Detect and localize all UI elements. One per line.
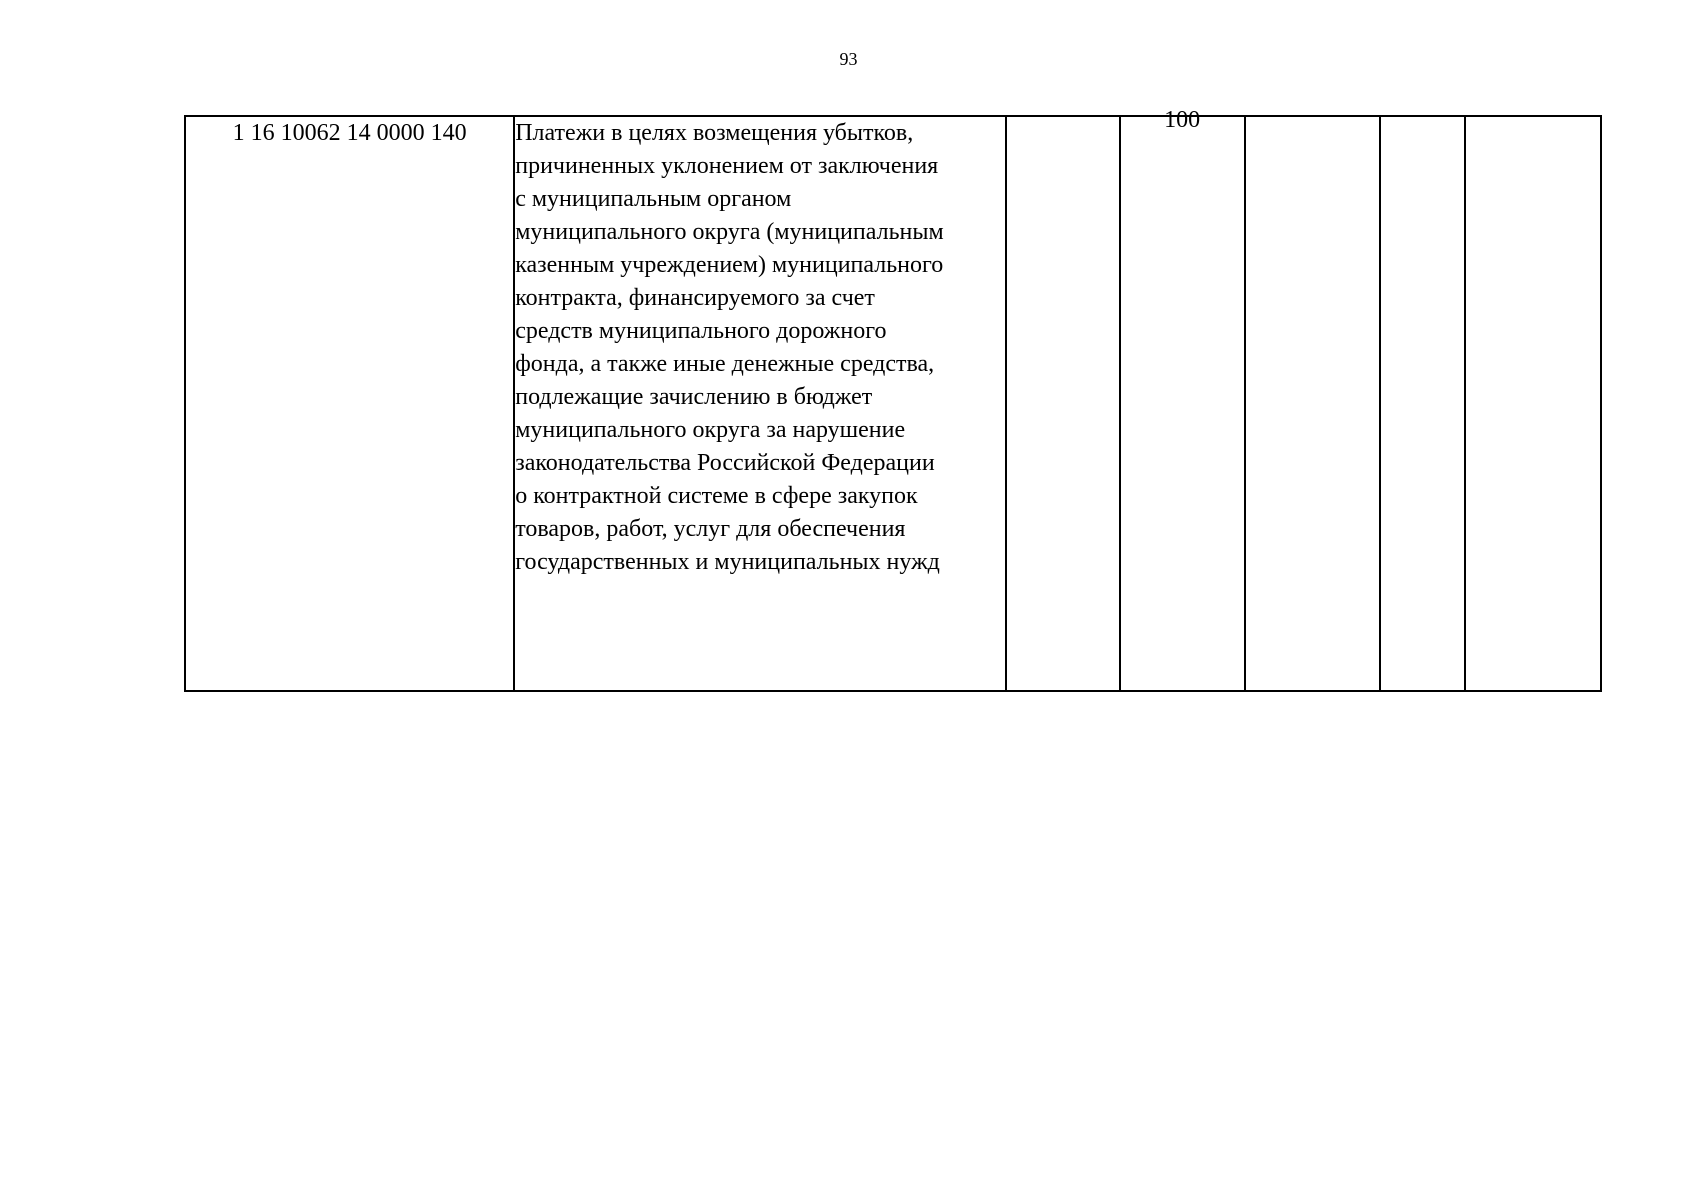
column-4-value: 100 [1164,107,1201,133]
page-number: 93 [839,49,858,69]
revenue-code: 1 16 10062 14 0000 140 [232,120,467,146]
column-7-cell [1465,116,1601,691]
table-row [185,116,1601,691]
column-5-cell [1245,116,1380,691]
revenue-description-cell [514,116,1005,691]
revenue-description: Платежи в целях возмещения убытков, причиненных уклонением от заключения с муниципальным органом муниципального округа (муниципальным казенным учреждением) муниципального контракта, финансируемого за счет средств муниципального дорожного фонда, а также иные денежные средства, подлежащие зачислению в бюджет муниципального округа за нарушение законодательства Российской Федерации о контрактной системе в сфере закупок товаров, работ, услуг для обеспечения государственных и муниципальных нужд [515,120,944,575]
revenue-table [184,107,1602,692]
column-4-cell [1120,107,1245,691]
column-3-cell [1006,116,1120,691]
revenue-code-cell [185,116,514,691]
column-6-cell [1380,116,1465,691]
